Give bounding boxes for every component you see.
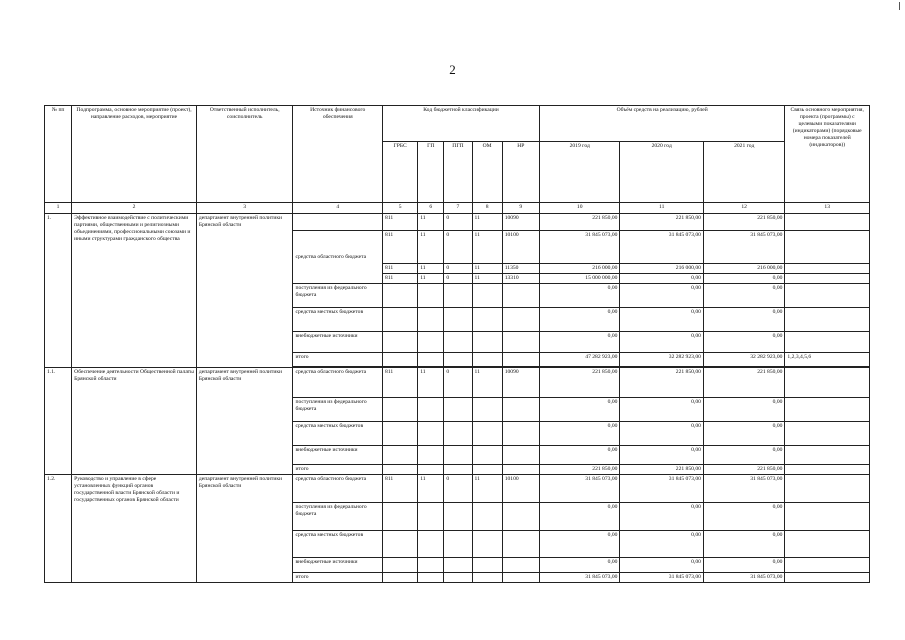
item-name: Обеспечение деятельности Общественной палаты Брянской области — [72, 368, 197, 475]
cell-2019: 0,00 — [539, 503, 619, 531]
cell-nr: 10100 — [502, 231, 539, 264]
page-number: 2 — [449, 62, 456, 77]
cell-2021: 31 845 073,00 — [703, 231, 784, 264]
cell-2020: 221 850,00 — [620, 368, 704, 398]
table-row — [45, 475, 870, 503]
cell-2019: 0,00 — [539, 284, 619, 308]
cell-om: 11 — [472, 264, 502, 274]
cell-om: 11 — [472, 214, 502, 231]
cell-gp: 11 — [418, 274, 444, 284]
cell-om: 11 — [472, 231, 502, 264]
cell-2021: 221 850,00 — [703, 368, 784, 398]
cell-nr: 10100 — [502, 475, 539, 503]
cell-2021: 0,00 — [703, 558, 784, 573]
col-number: 1 — [45, 203, 72, 214]
cell-2020: 0,00 — [620, 308, 704, 332]
cell-2020: 0,00 — [620, 332, 704, 353]
total-2019: 31 845 073,00 — [539, 573, 619, 583]
header-executor: Ответственный исполнитель, соисполнитель — [196, 106, 293, 203]
cell-grbs: 811 — [383, 231, 418, 264]
item-name: Эффективное взаимодействие с политическими партиями, общественными и религиозными объединениями, профессиональными союзами и иными структурами гражданского общества — [72, 214, 197, 368]
cell-2021: 0,00 — [703, 422, 784, 446]
cell-gp: 11 — [418, 368, 444, 398]
cell-grbs: 811 — [383, 274, 418, 284]
cell-2021: 0,00 — [703, 398, 784, 422]
cell-pgp: 0 — [444, 368, 472, 398]
header-grbs: ГРБС — [383, 142, 418, 203]
source-label: средства местных бюджетов — [293, 308, 383, 332]
source-label: внебюджетные источники — [293, 332, 383, 353]
header-volume: Объём средств на реализацию, рублей — [539, 106, 784, 142]
cell-2019: 0,00 — [539, 308, 619, 332]
col-number: 3 — [196, 203, 293, 214]
cell-2019: 0,00 — [539, 446, 619, 465]
col-number: 2 — [72, 203, 197, 214]
cell-gp: 11 — [418, 475, 444, 503]
cell-pgp: 0 — [444, 231, 472, 264]
col-number: 7 — [444, 203, 472, 214]
cell-2021: 216 000,00 — [703, 264, 784, 274]
cell-nr: 11350 — [502, 264, 539, 274]
item-number: 1.1. — [45, 368, 72, 475]
col-number: 9 — [502, 203, 539, 214]
column-numbers-row — [45, 203, 870, 214]
cell-2019: 15 000 000,00 — [539, 274, 619, 284]
total-2020: 221 850,00 — [620, 465, 704, 475]
col-number: 6 — [418, 203, 444, 214]
cell-2020: 221 850,00 — [620, 214, 704, 231]
cell-2020: 0,00 — [620, 531, 704, 558]
cell-2021: 221 850,00 — [703, 214, 784, 231]
header-om: ОМ — [472, 142, 502, 203]
cell-2020: 0,00 — [620, 558, 704, 573]
cell-2019: 0,00 — [539, 422, 619, 446]
edge-mark — [899, 2, 900, 10]
total-label: итого — [293, 353, 383, 367]
total-2021: 32 282 923,00 — [703, 353, 784, 367]
cell-grbs: 811 — [383, 368, 418, 398]
cell-om: 11 — [472, 368, 502, 398]
cell-2019: 221 850,00 — [539, 214, 619, 231]
header-2020: 2020 год — [620, 142, 704, 203]
source-label: поступления из федерального бюджета — [293, 503, 383, 531]
cell-grbs: 811 — [383, 475, 418, 503]
source-label: средства областного бюджета — [293, 475, 383, 503]
item-number: 1. — [45, 214, 72, 368]
header-2019: 2019 год — [539, 142, 619, 203]
cell-nr: 10090 — [502, 214, 539, 231]
cell-2020: 0,00 — [620, 422, 704, 446]
cell-2020: 0,00 — [620, 274, 704, 284]
cell-2020: 216 000,00 — [620, 264, 704, 274]
header-2021: 2021 год — [703, 142, 784, 203]
cell-2020: 0,00 — [620, 398, 704, 422]
cell-om: 11 — [472, 475, 502, 503]
header-nr: НР — [502, 142, 539, 203]
cell-2021: 0,00 — [703, 503, 784, 531]
cell-2019: 31 845 073,00 — [539, 475, 619, 503]
indicator-links: 1,2,3,4,5,6 — [785, 353, 870, 367]
header-bk-code: Код бюджетной классификации — [383, 106, 540, 142]
table-row — [45, 368, 870, 398]
cell-2020: 0,00 — [620, 503, 704, 531]
cell-2020: 0,00 — [620, 284, 704, 308]
header-program: Подпрограмма, основное мероприятие (проект), направление расходов, мероприятие — [72, 106, 197, 203]
total-2019: 221 850,00 — [539, 465, 619, 475]
cell-gp: 11 — [418, 214, 444, 231]
col-number: 10 — [539, 203, 619, 214]
cell-2020: 31 845 073,00 — [620, 475, 704, 503]
cell-2020: 0,00 — [620, 446, 704, 465]
cell-2019: 221 850,00 — [539, 368, 619, 398]
source-label: средства местных бюджетов — [293, 422, 383, 446]
cell-grbs: 811 — [383, 264, 418, 274]
cell-nr: 10090 — [502, 368, 539, 398]
source-label: средства местных бюджетов — [293, 531, 383, 558]
source-label: средства областного бюджета — [293, 368, 383, 398]
header-gp: ГП — [418, 142, 444, 203]
cell-2021: 0,00 — [703, 446, 784, 465]
total-label: итого — [293, 573, 383, 583]
cell-2019: 31 845 073,00 — [539, 231, 619, 264]
source-label: внебюджетные источники — [293, 558, 383, 573]
col-number: 5 — [383, 203, 418, 214]
source-label: поступления из федерального бюджета — [293, 284, 383, 308]
item-executor: департамент внутренней политики Брянской области — [196, 214, 293, 368]
total-label: итого — [293, 465, 383, 475]
cell-2021: 0,00 — [703, 284, 784, 308]
header-no: № пп — [45, 106, 72, 203]
cell-om: 11 — [472, 274, 502, 284]
total-2020: 31 845 073,00 — [620, 573, 704, 583]
cell-2020: 31 845 073,00 — [620, 231, 704, 264]
cell-2019: 0,00 — [539, 398, 619, 422]
col-number: 11 — [620, 203, 704, 214]
cell-2019: 216 000,00 — [539, 264, 619, 274]
item-executor: департамент внутренней политики Брянской области — [196, 368, 293, 475]
cell-2019: 0,00 — [539, 332, 619, 353]
cell-gp: 11 — [418, 264, 444, 274]
cell-2021: 0,00 — [703, 531, 784, 558]
item-executor: департамент внутренней политики Брянской области — [196, 475, 293, 583]
total-2020: 32 282 923,00 — [620, 353, 704, 367]
cell-nr: 13310 — [502, 274, 539, 284]
col-number: 12 — [703, 203, 784, 214]
header-link: Связь основного мероприятия, проекта (программы) с целевыми показателями (индикаторами) (порядковые номера показателей (индикаторов)) — [785, 106, 870, 203]
cell-2019: 0,00 — [539, 531, 619, 558]
col-number: 4 — [293, 203, 383, 214]
cell-2021: 0,00 — [703, 308, 784, 332]
source-label: внебюджетные источники — [293, 446, 383, 465]
item-name: Руководство и управление в сфере установленных функций органов государственной власти Брянской области и государственных органов Брянской области — [72, 475, 197, 583]
cell-gp: 11 — [418, 231, 444, 264]
cell-2019: 0,00 — [539, 558, 619, 573]
cell-grbs: 811 — [383, 214, 418, 231]
cell-2021: 0,00 — [703, 332, 784, 353]
cell-pgp: 0 — [444, 475, 472, 503]
source-label: средства областного бюджета — [293, 231, 383, 284]
cell-2021: 0,00 — [703, 274, 784, 284]
total-2019: 47 282 923,00 — [539, 353, 619, 367]
source-label: поступления из федерального бюджета — [293, 398, 383, 422]
header-source: Источник финансового обеспечения — [293, 106, 383, 203]
table-row — [45, 214, 870, 231]
cell-pgp: 0 — [444, 214, 472, 231]
total-2021: 221 850,00 — [703, 465, 784, 475]
cell-pgp: 0 — [444, 274, 472, 284]
item-number: 1.2. — [45, 475, 72, 583]
col-number: 13 — [785, 203, 870, 214]
header-pgp: ПГП — [444, 142, 472, 203]
cell-pgp: 0 — [444, 264, 472, 274]
col-number: 8 — [472, 203, 502, 214]
total-2021: 31 845 073,00 — [703, 573, 784, 583]
budget-table — [44, 105, 870, 583]
cell-2021: 31 845 073,00 — [703, 475, 784, 503]
